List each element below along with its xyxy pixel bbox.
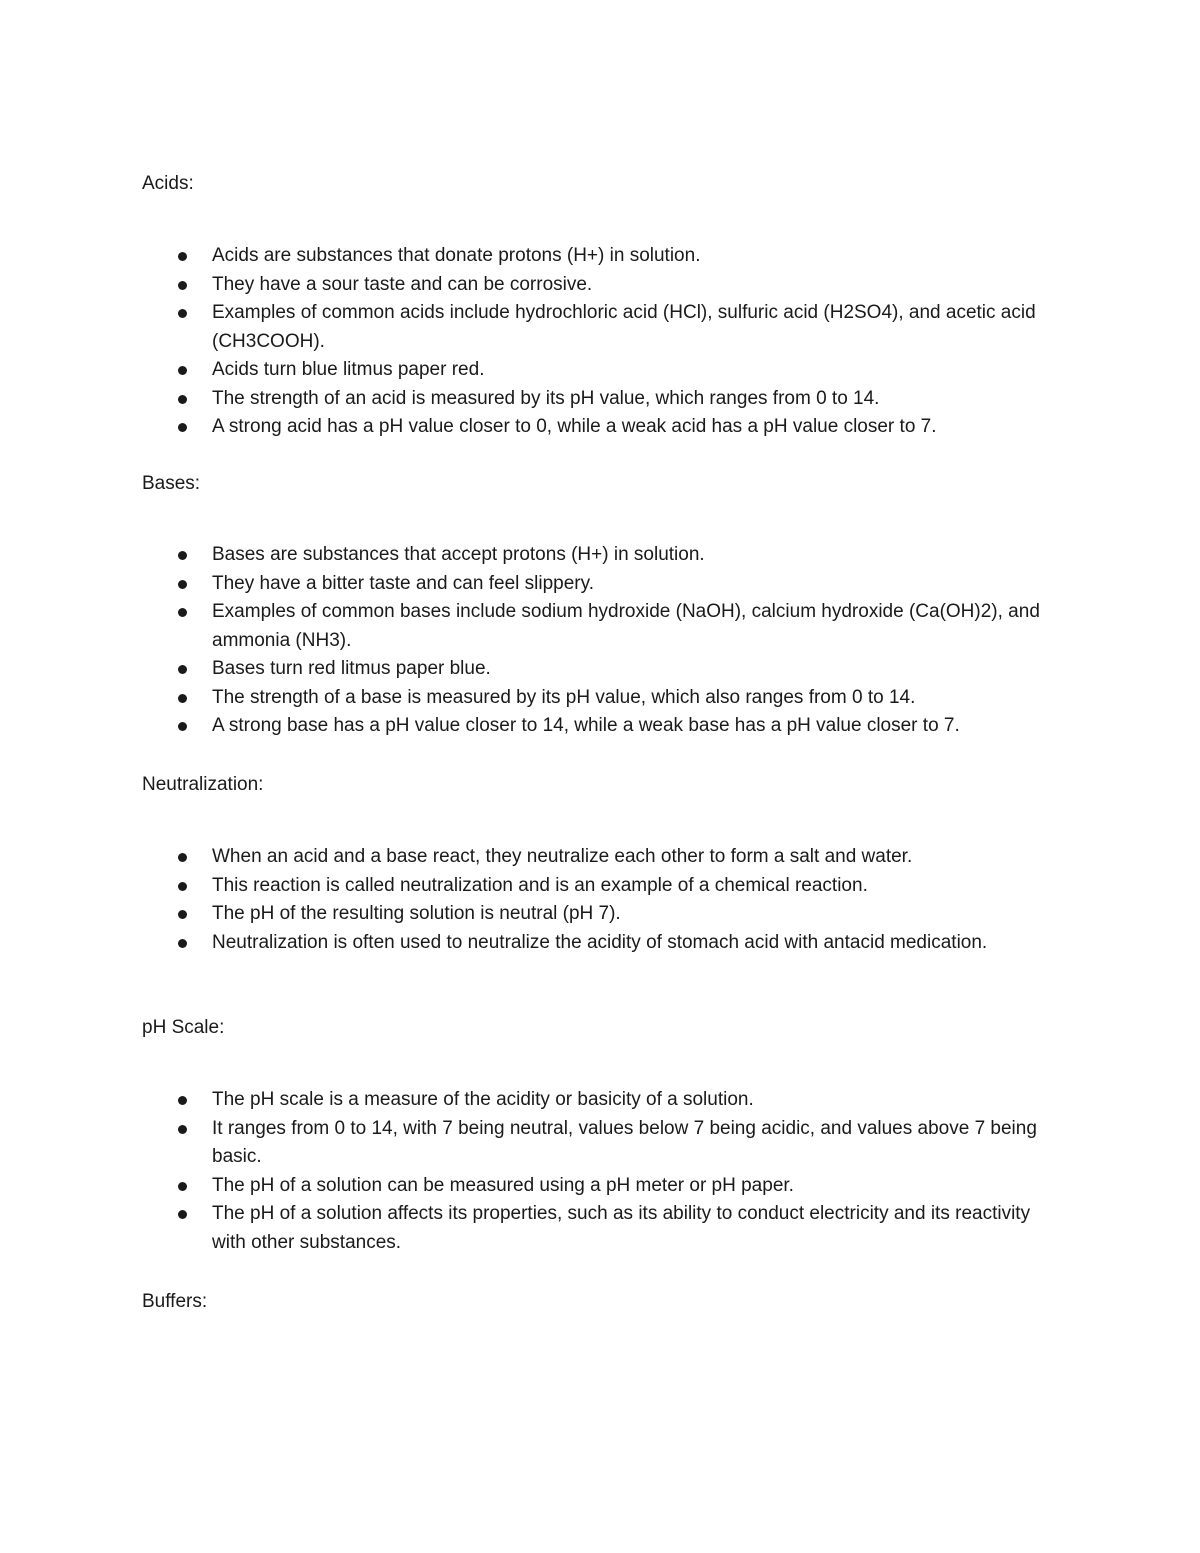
list-item-text: Acids turn blue litmus paper red. [212,359,485,380]
list-item [142,1200,1042,1257]
list-item [142,843,1042,872]
section-buffers [142,1288,1042,1316]
bullet-icon [178,608,187,617]
list-item [142,712,1042,741]
list-item [142,413,1042,442]
bullet-icon [178,395,187,404]
bullet-list [142,843,1042,957]
section-ph-scale [142,1014,1042,1253]
list-item [142,655,1042,684]
list-item-text: The pH scale is a measure of the acidity or basicity of a solution. [212,1089,754,1110]
list-item [142,929,1042,958]
bullet-icon [178,853,187,862]
bullet-icon [178,722,187,731]
list-item-text: They have a bitter taste and can feel slippery. [212,572,594,594]
bullet-icon [178,281,187,290]
section-heading: pH Scale: [142,1017,225,1038]
section-heading: Neutralization: [142,774,264,795]
list-item [142,271,1042,300]
list-item [142,684,1042,713]
list-item-text: Examples of common bases include sodium hydroxide (NaOH), calcium hydroxide (Ca(OH)2), and ammonia (NH3). [212,601,1040,651]
bullet-icon [178,665,187,674]
bullet-icon [178,366,187,375]
list-item-text: Acids are substances that donate protons (H+) in solution. [212,245,701,266]
list-item-text: It ranges from 0 to 14, with 7 being neutral, values below 7 being acidic, and values above 7 being basic. [212,1117,1037,1167]
list-item-text: A strong acid has a pH value closer to 0, while a weak acid has a pH value closer to 7. [212,416,937,437]
bullet-list [142,1086,1042,1257]
list-item-text: The strength of an acid is measured by its pH value, which ranges from 0 to 14. [212,387,880,409]
section-bases [142,470,1042,736]
list-item-text: A strong base has a pH value closer to 14, while a weak base has a pH value closer to 7. [212,715,960,736]
bullet-icon [178,939,187,948]
bullet-icon [178,882,187,891]
section-heading: Bases: [142,473,201,494]
list-item [142,242,1042,271]
bullet-icon [178,309,187,318]
list-item [142,1086,1042,1115]
list-item-text: They have a sour taste and can be corrosive. [212,273,593,295]
list-item-text: The pH of a solution can be measured using a pH meter or pH paper. [212,1174,794,1196]
bullet-icon [178,551,187,560]
list-item-text: Bases turn red litmus paper blue. [212,658,491,679]
list-item-text: The strength of a base is measured by its pH value, which also ranges from 0 to 14. [212,686,916,708]
section-neutralization [142,771,1042,953]
bullet-list [142,541,1042,741]
bullet-icon [178,1182,187,1191]
list-item [142,356,1042,385]
list-item-text: This reaction is called neutralization and is an example of a chemical reaction. [212,874,868,896]
bullet-icon [178,694,187,703]
list-item [142,900,1042,929]
list-item [142,385,1042,414]
list-item [142,570,1042,599]
list-item [142,541,1042,570]
bullet-icon [178,252,187,261]
list-item [142,872,1042,901]
section-acids [142,170,1042,437]
bullet-icon [178,1125,187,1134]
list-item-text: Neutralization is often used to neutralize the acidity of stomach acid with antacid medication. [212,931,988,953]
bullet-icon [178,1096,187,1105]
section-heading: Buffers: [142,1291,208,1312]
list-item [142,1172,1042,1201]
list-item-text: The pH of the resulting solution is neutral (pH 7). [212,903,621,924]
bullet-list [142,242,1042,442]
list-item-text: When an acid and a base react, they neutralize each other to form a salt and water. [212,846,913,867]
list-item-text: The pH of a solution affects its properties, such as its ability to conduct electricity and its reactivity with other substances. [212,1203,1031,1253]
bullet-icon [178,910,187,919]
bullet-icon [178,580,187,589]
list-item [142,598,1042,655]
list-item [142,1115,1042,1172]
list-item [142,299,1042,356]
bullet-icon [178,1210,187,1219]
list-item-text: Bases are substances that accept protons (H+) in solution. [212,544,705,565]
section-heading: Acids: [142,173,194,194]
bullet-icon [178,423,187,432]
list-item-text: Examples of common acids include hydrochloric acid (HCl), sulfuric acid (H2SO4), and acetic acid (CH3COOH). [212,302,1036,352]
